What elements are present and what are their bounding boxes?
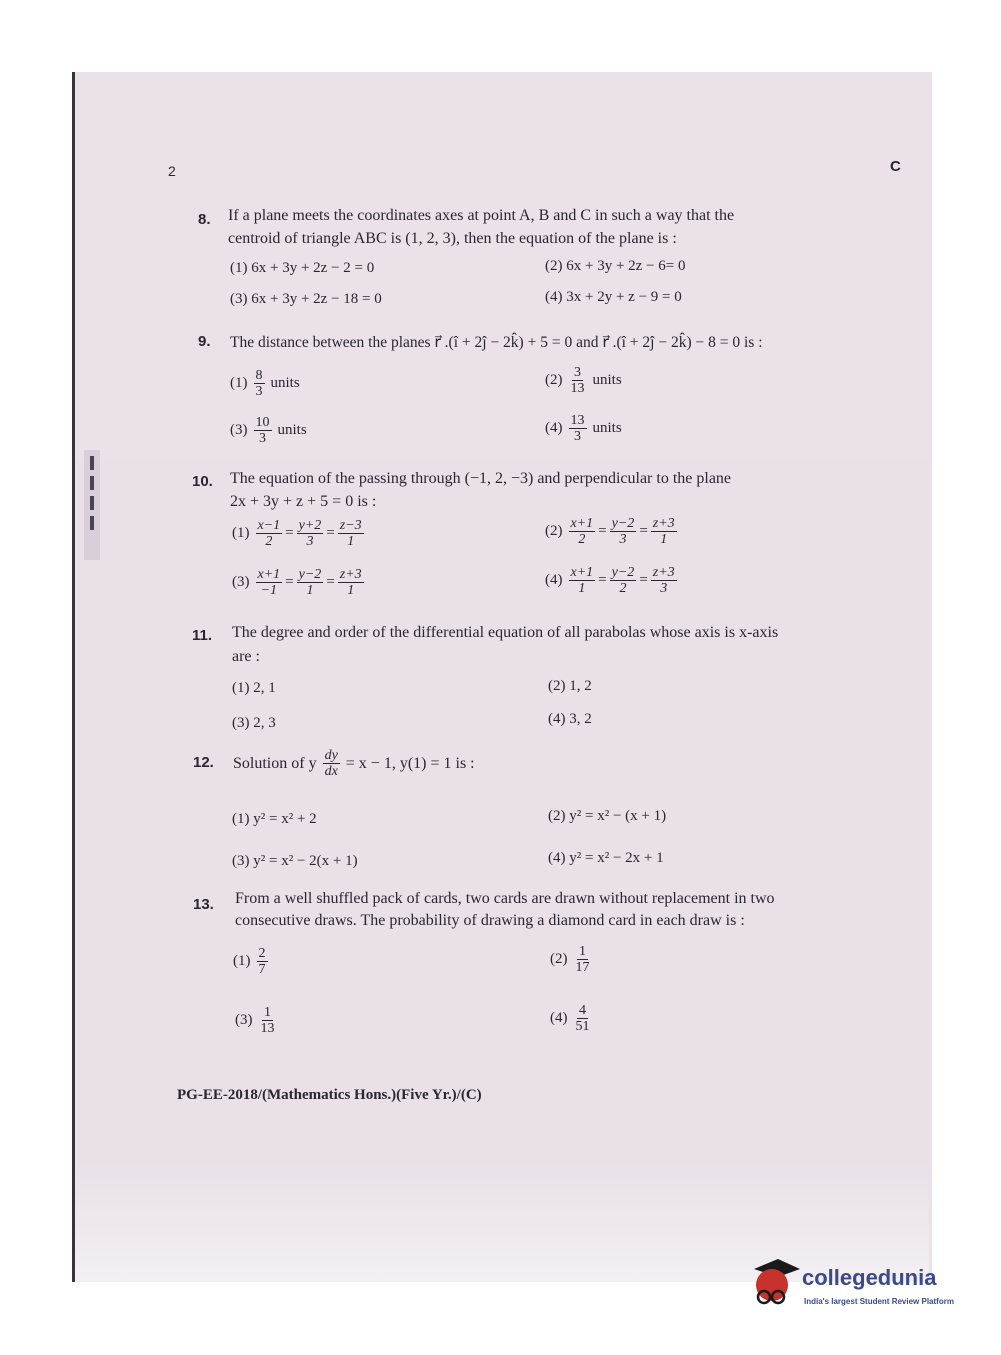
- option: [230, 368, 300, 399]
- option: (3) 6x + 3y + 2z − 18 = 0: [230, 291, 382, 307]
- option-unit: units: [270, 375, 300, 391]
- line-equation: $\frac{x+1}{1}$ = $\frac{y-2}{2}$ = $\frac{z+3}{3}$: [570, 565, 675, 596]
- question-text: The equation of the passing through (−1, 2, −3) and perpendicular to the plane: [230, 470, 732, 487]
- derivative-fraction: $\frac{dy}{dx}$: [324, 748, 338, 779]
- collegedunia-logo: [744, 1255, 969, 1315]
- option: [233, 946, 268, 977]
- option-label: (4): [545, 420, 563, 436]
- question-text: 2x + 3y + z + 5 = 0 is :: [230, 493, 377, 510]
- question-number: 8.: [198, 211, 211, 228]
- fraction: $\frac{8}{3}$: [255, 368, 263, 399]
- option-label: (1): [233, 953, 251, 969]
- brand-name: collegedunia: [802, 1265, 937, 1290]
- option-label: (3): [235, 1012, 253, 1028]
- fraction: $\frac{3}{13}$: [570, 365, 585, 396]
- page-number: 2: [168, 163, 176, 179]
- option: (2) 1, 2: [548, 678, 592, 694]
- fraction: $\frac{2}{7}$: [258, 946, 266, 977]
- option-label: (2): [550, 951, 568, 967]
- question-text: The distance between the planes r⃗ .(î + 2ĵ − 2k̂) + 5 = 0 and r⃗ .(î + 2ĵ − 2k̂) − 8 = 0 is :: [230, 334, 763, 351]
- question-number: 9.: [198, 333, 211, 350]
- paper-lower-area: [75, 460, 929, 1282]
- fraction: $\frac{13}{3}$: [570, 413, 585, 444]
- option: [545, 413, 622, 444]
- option-label: (4): [545, 572, 563, 588]
- question-text: are :: [232, 648, 260, 665]
- fraction: $\frac{1}{17}$: [575, 944, 590, 975]
- paper-set: C: [890, 158, 901, 175]
- question-text: The degree and order of the differential equation of all parabolas whose axis is x-axis: [232, 624, 779, 641]
- option-label: (3): [230, 422, 248, 438]
- option: [230, 415, 307, 446]
- question-text: consecutive draws. The probability of drawing a diamond card in each draw is :: [235, 912, 745, 929]
- question-number: 10.: [192, 473, 213, 490]
- option-label: (4): [550, 1010, 568, 1026]
- option-label: (3): [232, 574, 250, 590]
- option: [235, 1005, 277, 1036]
- line-equation: $\frac{x-1}{2}$ = $\frac{y+2}{3}$ = $\frac{z-3}{1}$: [257, 518, 362, 549]
- option-unit: units: [592, 420, 622, 436]
- option: [545, 565, 677, 596]
- option: (4) y² = x² − 2x + 1: [548, 850, 664, 866]
- option: [545, 516, 677, 547]
- line-equation: $\frac{x+1}{2}$ = $\frac{y-2}{3}$ = $\frac{z+3}{1}$: [570, 516, 675, 547]
- option-label: (1): [232, 525, 250, 541]
- option: (3) y² = x² − 2(x + 1): [232, 853, 358, 869]
- option-label: (2): [545, 372, 563, 388]
- fraction: $\frac{1}{13}$: [260, 1005, 275, 1036]
- option: [232, 518, 364, 549]
- option: (1) 6x + 3y + 2z − 2 = 0: [230, 260, 375, 276]
- option-label: (1): [230, 375, 248, 391]
- option-unit: units: [592, 372, 622, 388]
- option: [232, 567, 364, 598]
- question-number: 13.: [193, 896, 214, 913]
- option: (2) 6x + 3y + 2z − 6= 0: [545, 258, 686, 274]
- paper-code-footer: PG-EE-2018/(Mathematics Hons.)(Five Yr.)/(C): [177, 1087, 482, 1103]
- binding-stripe: [84, 450, 100, 560]
- option: [545, 365, 622, 396]
- option: (1) y² = x² + 2: [232, 811, 317, 827]
- fraction: $\frac{10}{3}$: [255, 415, 270, 446]
- question-number: 11.: [192, 627, 213, 644]
- question-text: If a plane meets the coordinates axes at point A, B and C in such a way that the: [228, 207, 735, 224]
- option: (2) y² = x² − (x + 1): [548, 808, 667, 824]
- option: (4) 3x + 2y + z − 9 = 0: [545, 289, 682, 305]
- question-text: From a well shuffled pack of cards, two cards are drawn without replacement in two: [235, 890, 775, 907]
- option: (3) 2, 3: [232, 715, 276, 731]
- question-text: centroid of triangle ABC is (1, 2, 3), then the equation of the plane is :: [228, 230, 677, 247]
- question-number: 12.: [193, 754, 214, 771]
- option: [550, 944, 592, 975]
- option: (1) 2, 1: [232, 680, 276, 696]
- option-label: (2): [545, 523, 563, 539]
- question-text: Solution of y $\frac{dy}{dx}$ = x − 1, y(1) = 1 is :: [233, 748, 475, 779]
- option: [550, 1003, 592, 1034]
- line-equation: $\frac{x+1}{-1}$ = $\frac{y-2}{1}$ = $\frac{z+3}{1}$: [257, 567, 362, 598]
- brand-tagline: India's largest Student Review Platform: [804, 1297, 954, 1306]
- option: (4) 3, 2: [548, 711, 592, 727]
- mascot-icon: [744, 1255, 804, 1311]
- fraction: $\frac{4}{51}$: [575, 1003, 590, 1034]
- option-unit: units: [277, 422, 307, 438]
